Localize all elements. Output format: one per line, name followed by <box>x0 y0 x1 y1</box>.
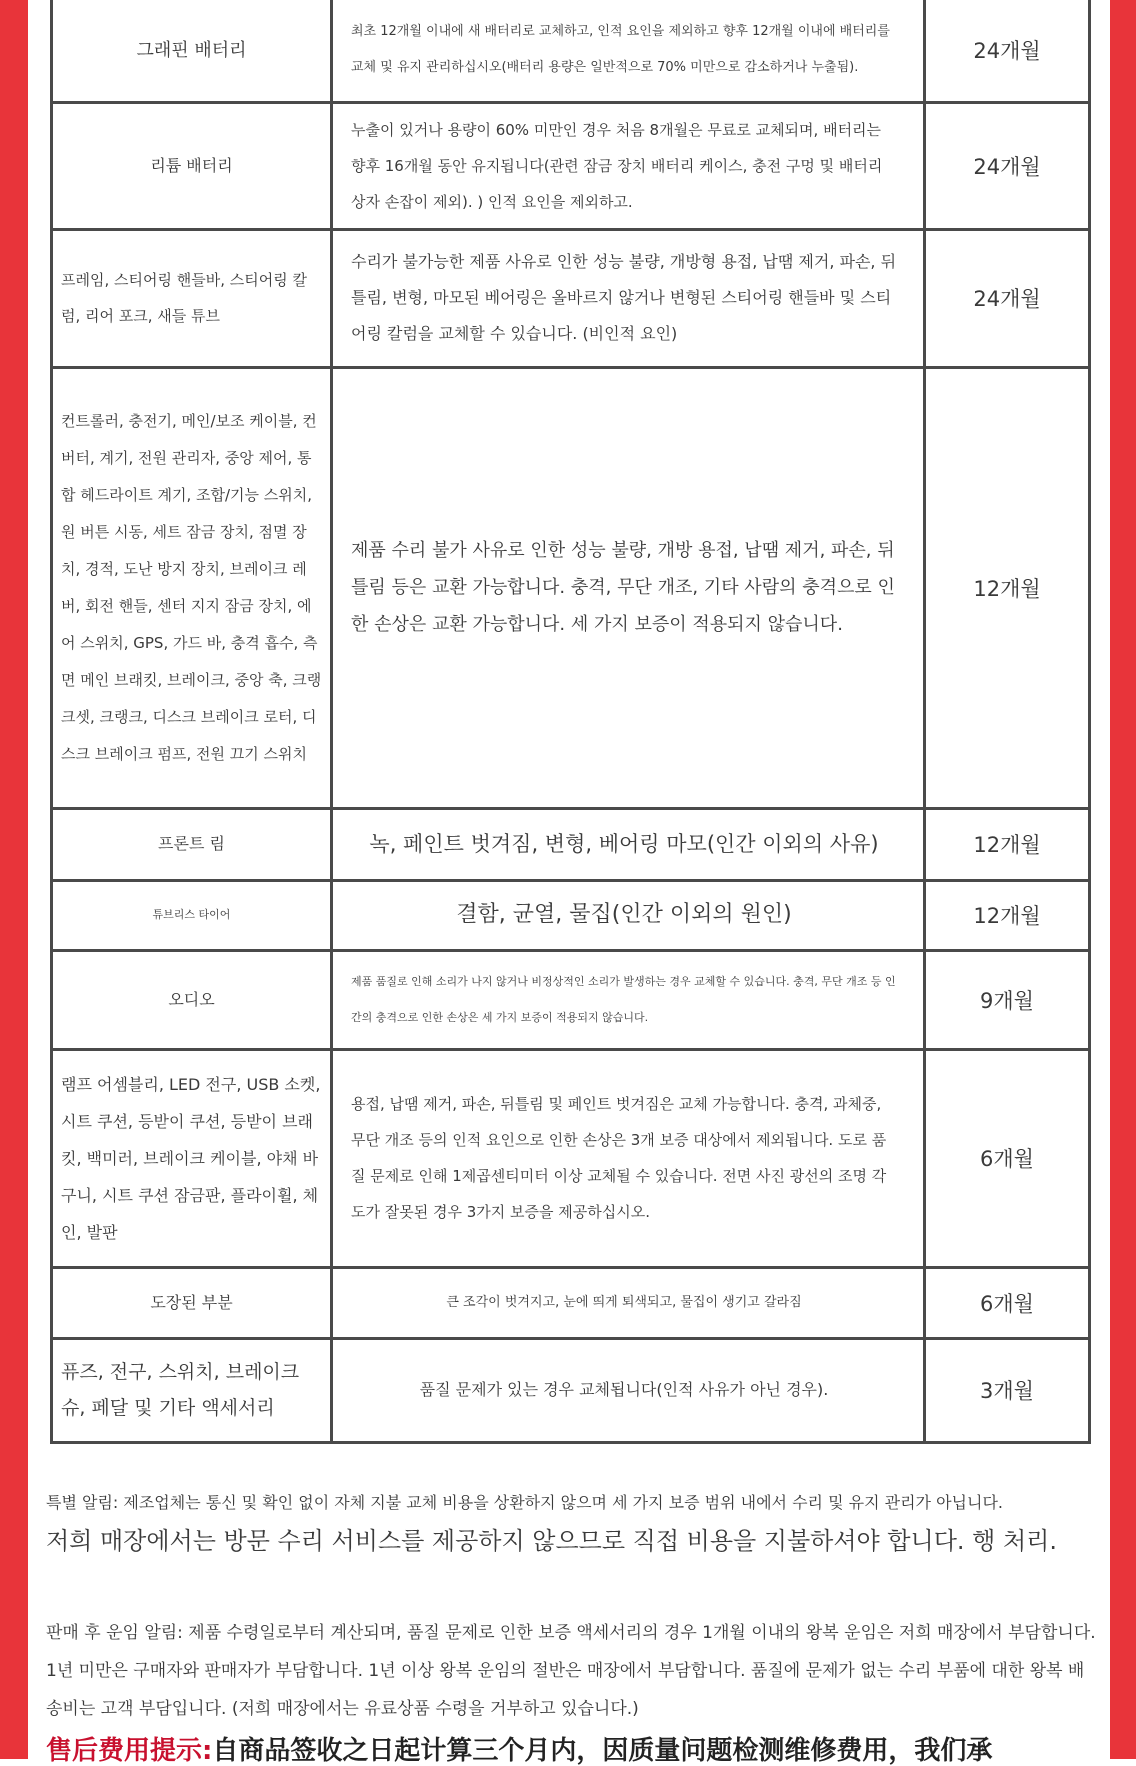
description-cell: 수리가 불가능한 제품 사유로 인한 성능 불량, 개방형 용접, 납땜 제거, 파손, 뒤틀림, 변형, 마모된 베어링은 올바르지 않거나 변형된 스티어링 핸들바 및 스티어링 칼럼을 교체할 수 있습니다. (비인적 요인) <box>332 229 925 367</box>
part-cell: 컨트롤러, 충전기, 메인/보조 케이블, 컨버터, 계기, 전원 관리자, 중앙 제어, 통합 헤드라이트 계기, 조합/기능 스위치, 원 버튼 시동, 세트 잠금 장치, 점멸 장치, 경적, 도난 방지 장치, 브레이크 레버, 회전 핸들, 센터 지지 잠금 장치, 에어 스위치, GPS, 가드 바, 충격 흡수, 측면 메인 브래킷, 브레이크, 중앙 축, 크랭크셋, 크랭크, 디스크 브레이크 로터, 디스크 브레이크 펌프, 전원 끄기 스위치 <box>52 367 332 808</box>
description-cell: 녹, 페인트 벗겨짐, 변형, 베어링 마모(인간 이외의 사유) <box>332 808 925 880</box>
period-cell: 6개월 <box>925 1049 1090 1267</box>
description-cell: 용접, 납땜 제거, 파손, 뒤틀림 및 페인트 벗겨짐은 교체 가능합니다. 충격, 과체중, 무단 개조 등의 인적 요인으로 인한 손상은 3개 보증 대상에서 제외됩니다. 도로 품질 문제로 인해 1제곱센티미터 이상 교체될 수 있습니다. 전면 사진 광선의 조명 각도가 잘못된 경우 3가지 보증을 제공하십시오. <box>332 1049 925 1267</box>
part-cell: 리튬 배터리 <box>52 102 332 229</box>
part-cell: 프론트 림 <box>52 808 332 880</box>
period-cell: 9개월 <box>925 950 1090 1049</box>
table-row <box>52 950 1090 1049</box>
special-notice: 특별 알림: 제조업체는 통신 및 확인 없이 자체 지불 교체 비용을 상환하지 않으며 세 가지 보증 범위 내에서 수리 및 유지 관리가 아닙니다. <box>46 1493 1003 1512</box>
shipping-notice: 판매 후 운임 알림: 제품 수령일로부터 계산되며, 품질 문제로 인한 보증 액세서리의 경우 1개월 이내의 왕복 운임은 저희 매장에서 부담합니다. 1년 미만은 구매자와 판매자가 부담합니다. 1년 이상 왕복 운임의 절반은 매장에서 부담합니다. 품질에 문제가 없는 수리 부품에 대한 왕복 배송비는 고객 부담입니다. (저희 매장에서는 유료상품 수령을 거부하고 있습니다.) <box>46 1623 1096 1719</box>
period-cell: 24개월 <box>925 0 1090 102</box>
right-red-border <box>1110 0 1136 1759</box>
description-cell: 품질 문제가 있는 경우 교체됩니다(인적 사유가 아닌 경우). <box>332 1338 925 1442</box>
description-cell: 큰 조각이 벗겨지고, 눈에 띄게 퇴색되고, 물집이 생기고 갈라짐 <box>332 1267 925 1338</box>
left-red-border <box>0 0 28 1759</box>
description-cell: 결함, 균열, 물집(인간 이외의 원인) <box>332 880 925 950</box>
table-row <box>52 1049 1090 1267</box>
description-cell: 제품 품질로 인해 소리가 나지 않거나 비정상적인 소리가 발생하는 경우 교체할 수 있습니다. 충격, 무단 개조 등 인간의 충격으로 인한 손상은 세 가지 보증이 적용되지 않습니다. <box>332 950 925 1049</box>
description-cell: 제품 수리 불가 사유로 인한 성능 불량, 개방 용접, 납땜 제거, 파손, 뒤틀림 등은 교환 가능합니다. 충격, 무단 개조, 기타 사람의 충격으로 인한 손상은 교환 가능합니다. 세 가지 보증이 적용되지 않습니다. <box>332 367 925 808</box>
part-cell: 램프 어셈블리, LED 전구, USB 소켓, 시트 쿠션, 등받이 쿠션, 등받이 브래킷, 백미러, 브레이크 케이블, 야채 바구니, 시트 쿠션 잠금판, 플라이휠, 체인, 발판 <box>52 1049 332 1267</box>
period-cell: 12개월 <box>925 880 1090 950</box>
period-cell: 12개월 <box>925 808 1090 880</box>
table-row <box>52 102 1090 229</box>
table-row <box>52 808 1090 880</box>
part-cell: 프레임, 스티어링 핸들바, 스티어링 칼럼, 리어 포크, 새들 튜브 <box>52 229 332 367</box>
part-cell: 그래핀 배터리 <box>52 0 332 102</box>
cost-notice-label: 售后费用提示: <box>46 1736 213 1766</box>
table-row <box>52 229 1090 367</box>
cost-notice <box>46 1736 992 1766</box>
warranty-table <box>50 0 1091 1444</box>
period-cell: 12개월 <box>925 367 1090 808</box>
part-cell: 도장된 부분 <box>52 1267 332 1338</box>
period-cell: 24개월 <box>925 229 1090 367</box>
table-row <box>52 1267 1090 1338</box>
part-cell: 퓨즈, 전구, 스위치, 브레이크 슈, 페달 및 기타 액세서리 <box>52 1338 332 1442</box>
store-notice: 저희 매장에서는 방문 수리 서비스를 제공하지 않으므로 직접 비용을 지불하셔야 합니다. 행 처리. <box>46 1527 1057 1555</box>
period-cell: 6개월 <box>925 1267 1090 1338</box>
part-cell: 오디오 <box>52 950 332 1049</box>
cost-notice-text: 自商品签收之日起计算三个月内，因质量问题检测维修费用，我们承 <box>212 1736 993 1766</box>
table-row <box>52 880 1090 950</box>
description-cell: 누출이 있거나 용량이 60% 미만인 경우 처음 8개월은 무료로 교체되며, 배터리는 향후 16개월 동안 유지됩니다(관련 잠금 장치 배터리 케이스, 충전 구멍 및 배터리 상자 손잡이 제외). ) 인적 요인을 제외하고. <box>332 102 925 229</box>
description-cell: 최초 12개월 이내에 새 배터리로 교체하고, 인적 요인을 제외하고 향후 12개월 이내에 배터리를 교체 및 유지 관리하십시오(배터리 용량은 일반적으로 70% 미만으로 감소하거나 누출됨). <box>332 0 925 102</box>
table-row <box>52 0 1090 102</box>
period-cell: 24개월 <box>925 102 1090 229</box>
table-row <box>52 1338 1090 1442</box>
period-cell: 3개월 <box>925 1338 1090 1442</box>
table-row <box>52 367 1090 808</box>
part-cell: 튜브리스 타이어 <box>52 880 332 950</box>
